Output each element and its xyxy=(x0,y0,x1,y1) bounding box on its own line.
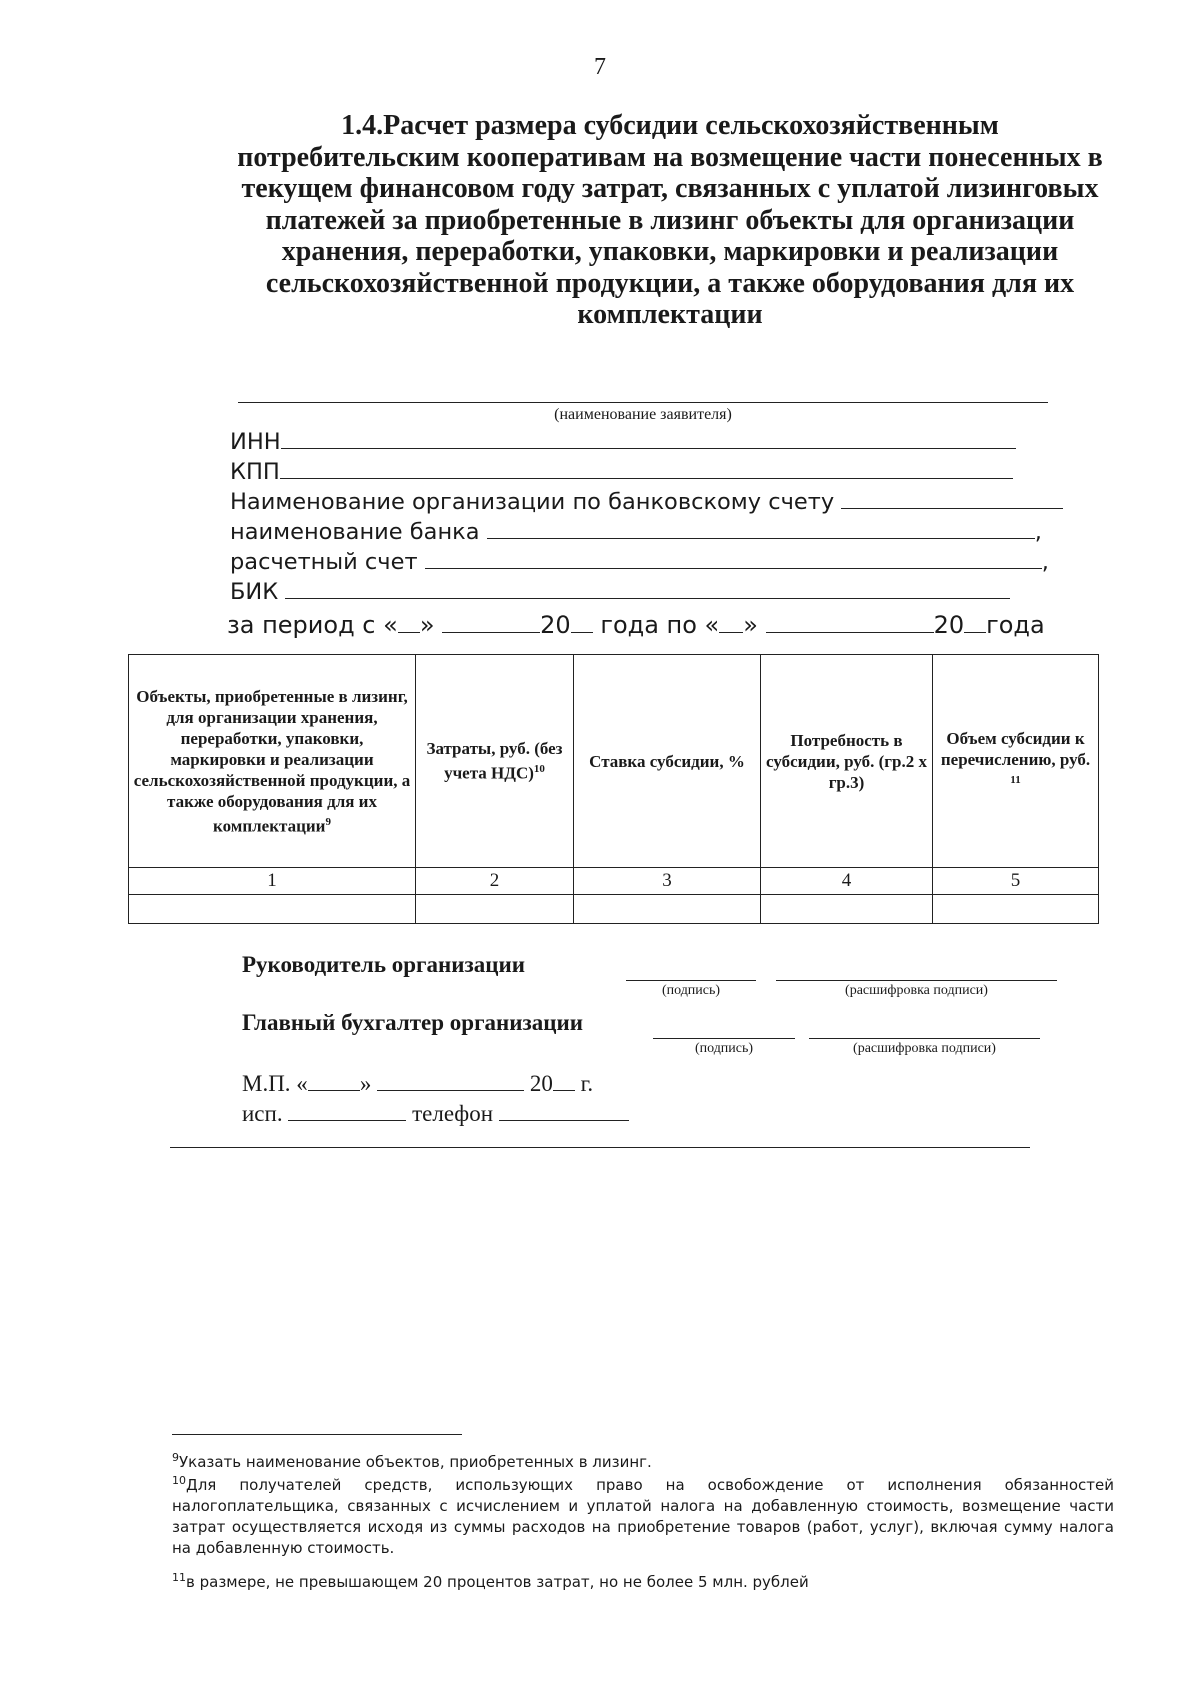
field-inn-line[interactable] xyxy=(281,428,1016,449)
period-to-month[interactable] xyxy=(766,612,934,633)
period-suffix: года xyxy=(986,611,1045,639)
applicant-line xyxy=(238,402,1048,403)
table-header-row xyxy=(129,655,1099,868)
period-from-label: за период с « xyxy=(227,611,398,639)
field-bik-line[interactable] xyxy=(285,578,1010,599)
col-number-1: 1 xyxy=(129,868,416,895)
head-decode-line[interactable] xyxy=(776,980,1057,981)
phone-line[interactable] xyxy=(499,1100,629,1121)
field-account-line[interactable] xyxy=(425,548,1042,569)
header-objects: Объекты, приобретенные в лизинг, для организации хранения, переработки, упаковки, маркировки и реализации сельскохозяйственной продукции, а также оборудования для их комплектации$^9$ xyxy=(129,655,416,868)
header-rate: Ставка субсидии, % xyxy=(574,655,761,868)
field-kpp-line[interactable] xyxy=(280,458,1013,479)
stamp-year-suffix: г. xyxy=(580,1071,594,1096)
period-from-month[interactable] xyxy=(442,612,540,633)
cell-rate[interactable] xyxy=(574,895,761,924)
field-kpp-label: КПП xyxy=(230,459,280,485)
cell-amount[interactable] xyxy=(933,895,1099,924)
accountant-signature-caption: (подпись) xyxy=(694,1041,754,1056)
subsidy-table xyxy=(128,654,1099,924)
separator-line xyxy=(170,1147,1030,1148)
stamp-year-prefix: 20 xyxy=(529,1071,553,1096)
head-label: Руководитель организации xyxy=(242,952,525,977)
footnote-9: $^9$Указать наименование объектов, приобретенных в лизинг. xyxy=(172,1451,652,1471)
period-close-quote-2: » xyxy=(743,611,758,639)
stamp-year[interactable] xyxy=(553,1070,575,1091)
header-costs: Затраты, руб. (без учета НДС)$^{10}$ xyxy=(416,655,574,868)
field-org-name-line[interactable] xyxy=(841,488,1063,509)
executor-line[interactable] xyxy=(288,1100,406,1121)
period-from-year-prefix: 20 xyxy=(540,611,571,639)
period-to-label: года по « xyxy=(600,611,720,639)
header-need: Потребность в субсидии, руб. (гр.2 х гр.3) xyxy=(761,655,933,868)
col-number-2: 2 xyxy=(416,868,574,895)
page-number: 7 xyxy=(594,54,606,80)
stamp-month[interactable] xyxy=(377,1070,524,1091)
col-number-3: 3 xyxy=(574,868,761,895)
field-account-label: расчетный счет xyxy=(230,549,418,575)
field-bank-name: наименование банка , xyxy=(230,519,1042,545)
executor-row xyxy=(242,1100,629,1127)
field-bank-name-line[interactable] xyxy=(487,518,1035,539)
executor-label: исп. xyxy=(242,1101,283,1126)
field-bik-label: БИК xyxy=(230,579,279,605)
phone-label: телефон xyxy=(412,1101,494,1126)
cell-costs[interactable] xyxy=(416,895,574,924)
period-to-year-prefix: 20 xyxy=(933,611,965,639)
cell-objects[interactable] xyxy=(129,895,416,924)
field-org-name xyxy=(230,488,1063,515)
stamp-row xyxy=(242,1070,593,1097)
field-inn xyxy=(230,428,1016,455)
period-to-year[interactable] xyxy=(964,612,986,633)
stamp-day[interactable] xyxy=(308,1070,360,1091)
footnote-separator xyxy=(172,1434,462,1435)
period-from-day[interactable] xyxy=(398,612,420,633)
col-number-4: 4 xyxy=(761,868,933,895)
period-from-year[interactable] xyxy=(571,612,593,633)
table-number-row xyxy=(129,868,1099,895)
applicant-caption: (наименование заявителя) xyxy=(554,406,732,423)
accountant-decode-line[interactable] xyxy=(809,1038,1040,1039)
stamp-mp-label: М.П. « xyxy=(242,1071,308,1096)
field-bik xyxy=(230,578,1010,605)
period-close-quote-1: » xyxy=(419,611,435,639)
cell-need[interactable] xyxy=(761,895,933,924)
accountant-decode-caption: (расшифровка подписи) xyxy=(853,1041,996,1056)
table-row xyxy=(129,895,1099,924)
accountant-signature-line[interactable] xyxy=(653,1038,795,1039)
head-signature-line[interactable] xyxy=(626,980,756,981)
header-amount: Объем субсидии к перечислению, руб. $^{11}$ xyxy=(933,655,1099,868)
field-inn-label: ИНН xyxy=(230,429,281,455)
field-kpp xyxy=(230,458,1013,485)
footnote-11: $^{11}$в размере, не превышающем 20 процентов затрат, но не более 5 млн. рублей xyxy=(172,1571,809,1591)
period-to-day[interactable] xyxy=(719,612,743,633)
field-org-name-label: Наименование организации по банковскому счету xyxy=(230,489,835,515)
document-title: 1.4.Расчет размера субсидии сельскохозяйственным потребительским кооперативам на возмещение части понесенных в текущем финансовом году затрат, связанных с уплатой лизинговых платежей за приобретенные в лизинг объекты для организации хранения, переработки, упаковки, маркировки и реализации сельскохозяйственной продукции, а также оборудования для их комплектации xyxy=(237,110,1103,330)
stamp-close-quote: » xyxy=(359,1071,372,1096)
head-signature-caption: (подпись) xyxy=(661,983,721,998)
field-account: расчетный счет , xyxy=(230,549,1049,575)
col-number-5: 5 xyxy=(933,868,1099,895)
period-row xyxy=(227,612,1045,638)
field-bank-name-label: наименование банка xyxy=(230,519,480,545)
head-decode-caption: (расшифровка подписи) xyxy=(845,983,988,998)
footnote-10: $^{10}$Для получателей средств, использующих право на освобождение от исполнения обязанностей налогоплательщика, связанных с исчислением и уплатой налога на добавленную стоимость, возмещение части затрат осуществляется исходя из суммы расходов на приобретение товаров (работ, услуг), включая сумму налога на добавленную стоимость. xyxy=(172,1474,1114,1557)
accountant-label: Главный бухгалтер организации xyxy=(242,1010,584,1035)
